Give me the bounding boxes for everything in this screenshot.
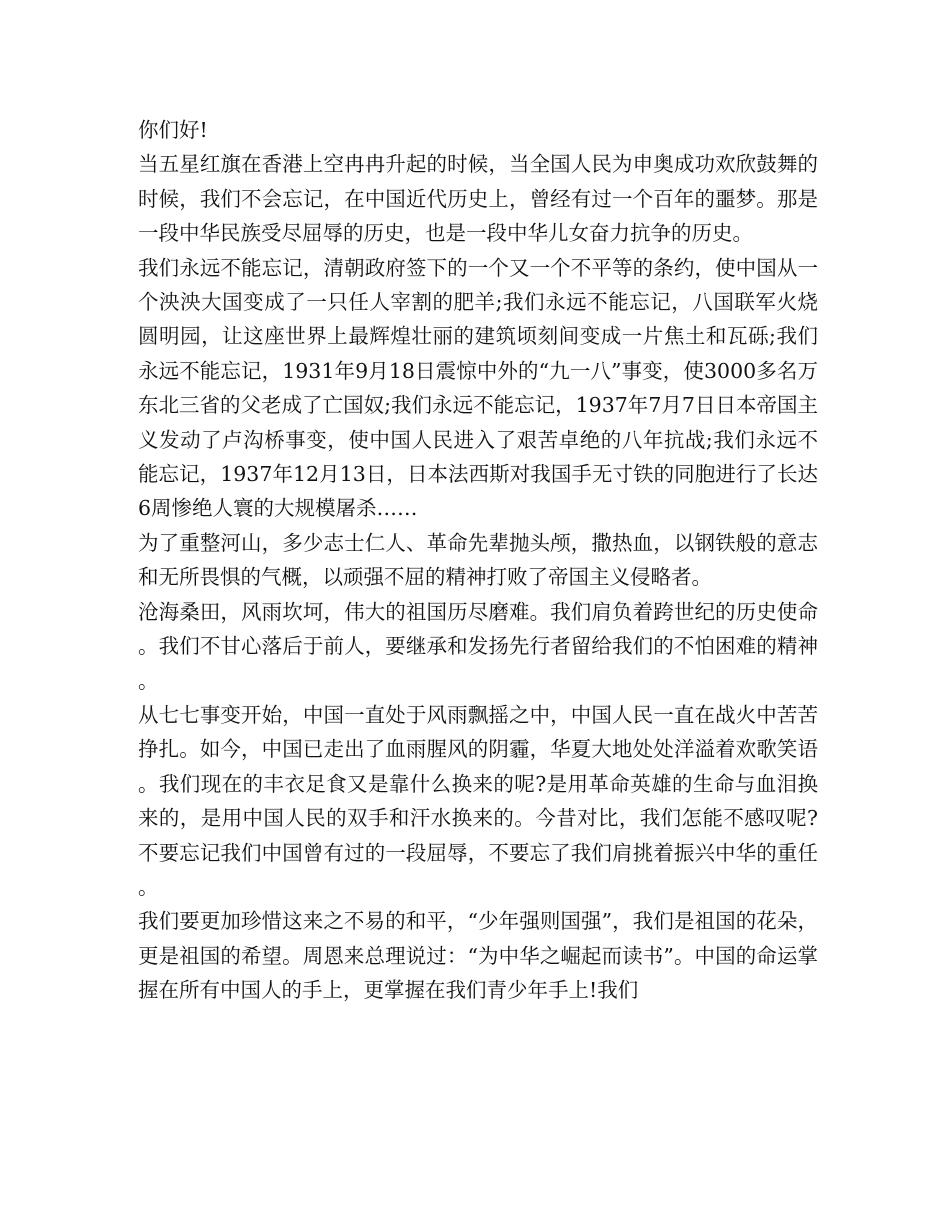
body-paragraph: 当五星红旗在香港上空冉冉升起的时候，当全国人民为申奥成功欢欣鼓舞的时候，我们不会忘记，在中国近代历史上，曾经有过一个百年的噩梦。那是一段中华民族受尽屈辱的历史，也是一段中华儿女奋力抗争的历史。	[138, 152, 818, 246]
document-body	[138, 113, 818, 1008]
body-paragraph: 沧海桑田，风雨坎坷，伟大的祖国历尽磨难。我们肩负着跨世纪的历史使命。我们不甘心落后于前人，要继承和发扬先行者留给我们的不怕困难的精神。	[138, 599, 818, 693]
body-paragraph: 为了重整河山，多少志士仁人、革命先辈抛头颅，撒热血，以钢铁般的意志和无所畏惧的气概，以顽强不屈的精神打败了帝国主义侵略者。	[138, 530, 818, 590]
greeting-paragraph: 你们好!	[138, 118, 208, 142]
body-paragraph: 从七七事变开始，中国一直处于风雨飘摇之中，中国人民一直在战火中苦苦挣扎。如今，中国已走出了血雨腥风的阴霾，华夏大地处处洋溢着欢歌笑语。我们现在的丰衣足食又是靠什么换来的呢?是用革命英雄的生命与血泪换来的，是用中国人民的双手和汗水换来的。今昔对比，我们怎能不感叹呢?不要忘记我们中国曾有过的一段屈辱，不要忘了我们肩挑着振兴中华的重任。	[138, 702, 818, 899]
body-paragraph: 我们要更加珍惜这来之不易的和平，“少年强则国强”，我们是祖国的花朵，更是祖国的希望。周恩来总理说过：“为中华之崛起而读书”。中国的命运掌握在所有中国人的手上，更掌握在我们青少年手上!我们	[138, 909, 818, 1003]
body-paragraph: 我们永远不能忘记，清朝政府签下的一个又一个不平等的条约，使中国从一个泱泱大国变成了一只任人宰割的肥羊;我们永远不能忘记，八国联军火烧圆明园，让这座世界上最辉煌壮丽的建筑顷刻间变成一片焦土和瓦砾;我们永远不能忘记，1931年9月18日震惊中外的“九一八”事变，使3000多名万东北三省的父老成了亡国奴;我们永远不能忘记，1937年7月7日日本帝国主义发动了卢沟桥事变，使中国人民进入了艰苦卓绝的八年抗战;我们永远不能忘记，1937年12月13日，日本法西斯对我国手无寸铁的同胞进行了长达6周惨绝人寰的大规模屠杀……	[138, 255, 818, 521]
